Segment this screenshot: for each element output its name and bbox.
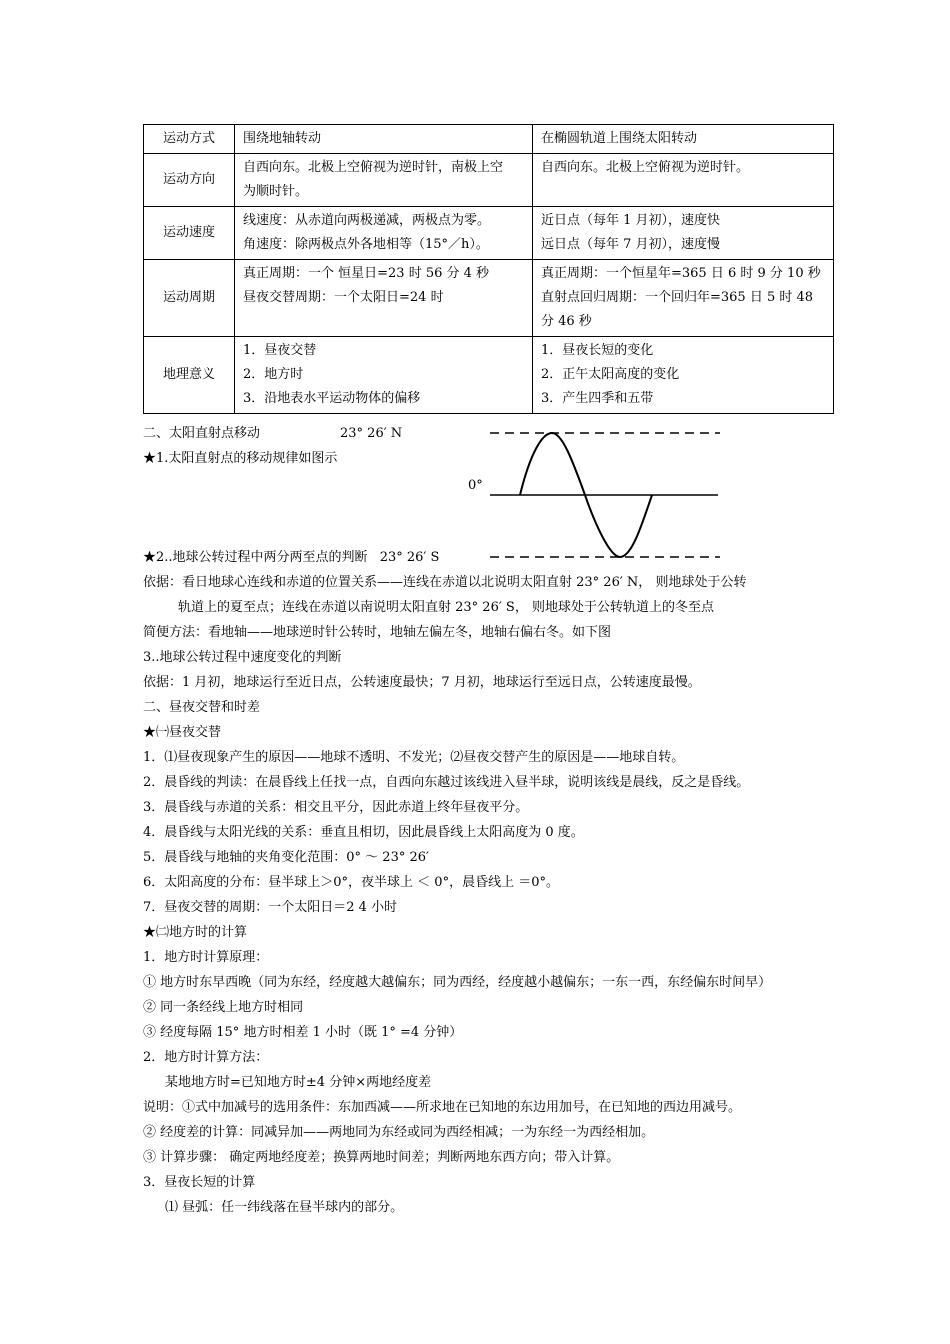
rotation-cell-line: 1．昼夜交替 bbox=[243, 343, 317, 358]
revolution-cell-line: 远日点（每年 7 月初），速度慢 bbox=[541, 237, 721, 252]
south-tropic-label: 23° 26′ S bbox=[379, 550, 440, 565]
rotation-cell-line: 3．沿地表水平运动物体的偏移 bbox=[243, 391, 421, 406]
revolution-cell-line: 2．正午太阳高度的变化 bbox=[541, 367, 680, 382]
daynight-item-6: 6．太阳高度的分布：昼半球上＞0°，夜半球上 ＜ 0°，晨昏线上 ＝0°。 bbox=[143, 875, 559, 890]
rotation-cell-line: 为顺时针。 bbox=[243, 184, 309, 199]
local-time-principle: 1．地方时计算原理： bbox=[143, 950, 269, 965]
subheading-daynight-alternation: ★㈠昼夜交替 bbox=[143, 725, 222, 740]
day-arc-definition: ⑴ 昼弧：任一纬线落在昼半球内的部分。 bbox=[165, 1200, 404, 1215]
revolution-cell-line: 直射点回归周期：一个回归年=365 日 5 时 48 bbox=[541, 290, 814, 305]
subsolar-point-diagram bbox=[460, 424, 730, 564]
table-row-motion-speed bbox=[144, 207, 834, 260]
rotation-cell bbox=[235, 260, 533, 337]
table-row-motion-direction bbox=[144, 154, 834, 207]
rotation-cell bbox=[235, 207, 533, 260]
explanation-item-1: 说明：①式中加减号的选用条件：东加西减——所求地在已知地的东边用加号，在已知地的西边用减号。 bbox=[143, 1100, 742, 1115]
daynight-item-2: 2．晨昏线的判读：在晨昏线上任找一点，自西向东越过该线进入昼半球，说明该线是晨线，反之是昏线。 bbox=[143, 775, 750, 790]
revolution-cell-line: 真正周期：一个恒星年=365 日 6 时 9 分 10 秒 bbox=[541, 266, 821, 281]
local-time-formula: 某地地方时=已知地方时±4 分钟×两地经度差 bbox=[165, 1075, 432, 1090]
daylength-heading: 3．昼夜长短的计算 bbox=[143, 1175, 256, 1190]
principle-item-3: ③ 经度每隔 15° 地方时相差 1 小时（既 1° =4 分钟） bbox=[143, 1025, 463, 1040]
revolution-cell-line: 分 46 秒 bbox=[541, 314, 592, 329]
revolution-cell bbox=[533, 337, 834, 414]
speed-basis-line: 依据：1 月初，地球运行至近日点，公转速度最快；7 月初，地球运行至远日点，公转速度最慢。 bbox=[143, 675, 701, 690]
basis-line-1: 依据：看日地球心连线和赤道的位置关系——连线在赤道以北说明太阳直射 23° 26′ N， 则地球处于公转 bbox=[143, 575, 747, 590]
daynight-item-1: 1．⑴昼夜现象产生的原因——地球不透明、不发光；⑵昼夜交替产生的原因是——地球自转。 bbox=[143, 750, 685, 765]
local-time-method: 2．地方时计算方法： bbox=[143, 1050, 269, 1065]
earth-motion-table-body bbox=[144, 125, 834, 414]
revolution-cell-line: 在椭圆轨道上围绕太阳转动 bbox=[541, 131, 698, 146]
rotation-cell-line: 围绕地轴转动 bbox=[243, 131, 322, 146]
principle-item-2: ② 同一条经线上地方时相同 bbox=[143, 1000, 304, 1015]
revolution-cell-line: 3．产生四季和五带 bbox=[541, 391, 654, 406]
revolution-cell bbox=[533, 154, 834, 207]
star-item-2-text: ★2..地球公转过程中两分两至点的判断 bbox=[143, 550, 368, 565]
rotation-cell-line: 2．地方时 bbox=[243, 367, 304, 382]
star-item-2 bbox=[143, 549, 439, 567]
rotation-cell-line: 真正周期：一个 恒星日=23 时 56 分 4 秒 bbox=[243, 266, 490, 281]
north-tropic-label: 23° 26′ N bbox=[340, 426, 403, 441]
explanation-item-3: ③ 计算步骤： 确定两地经度差；换算两地时间差；判断两地东西方向；带入计算。 bbox=[143, 1150, 620, 1165]
rotation-cell-line: 角速度：除两极点外各地相等（15°／h）。 bbox=[243, 237, 489, 252]
subheading-local-time: ★㈡地方时的计算 bbox=[143, 925, 248, 940]
rotation-cell-line: 线速度：从赤道向两极递减，两极点为零。 bbox=[243, 213, 491, 228]
row-header: 运动方向 bbox=[144, 154, 235, 207]
item-3-heading: 3..地球公转过程中速度变化的判断 bbox=[143, 650, 342, 665]
row-header: 运动方式 bbox=[144, 125, 235, 154]
daynight-item-7: 7．昼夜交替的周期：一个太阳日＝2 4 小时 bbox=[143, 900, 398, 915]
rotation-cell-line: 昼夜交替周期：一个太阳日=24 时 bbox=[243, 290, 444, 305]
daynight-item-5: 5．晨昏线与地轴的夹角变化范围：0° ～ 23° 26′ bbox=[143, 850, 429, 865]
daynight-item-4: 4．晨昏线与太阳光线的关系：垂直且相切，因此晨昏线上太阳高度为 0 度。 bbox=[143, 825, 584, 840]
revolution-cell bbox=[533, 207, 834, 260]
rotation-cell-line: 自西向东。北极上空俯视为逆时针，南极上空 bbox=[243, 160, 504, 175]
explanation-item-2: ② 经度差的计算：同减异加——两地同为东经或同为西经相减；一为东经一为西经相加。 bbox=[143, 1125, 655, 1140]
table-row-motion-mode bbox=[144, 125, 834, 154]
daynight-item-3: 3．晨昏线与赤道的关系：相交且平分，因此赤道上终年昼夜平分。 bbox=[143, 800, 529, 815]
rotation-cell bbox=[235, 154, 533, 207]
earth-motion-table bbox=[143, 124, 834, 414]
rotation-cell bbox=[235, 337, 533, 414]
simple-method-line: 简便方法：看地轴——地球逆时针公转时，地轴左偏左冬，地轴右偏右冬。如下图 bbox=[143, 625, 612, 640]
table-row-motion-period bbox=[144, 260, 834, 337]
revolution-cell bbox=[533, 125, 834, 154]
revolution-cell-line: 1．昼夜长短的变化 bbox=[541, 343, 654, 358]
row-header: 地理意义 bbox=[144, 337, 235, 414]
rotation-cell bbox=[235, 125, 533, 154]
table-row-geographic-significance bbox=[144, 337, 834, 414]
row-header: 运动速度 bbox=[144, 207, 235, 260]
section-heading-subsolar: 二、太阳直射点移动 bbox=[143, 426, 261, 441]
basis-line-2: 轨道上的夏至点；连线在赤道以南说明太阳直射 23° 26′ S， 则地球处于公转轨道上的冬至点 bbox=[178, 600, 714, 615]
equator-label: 0° bbox=[468, 478, 483, 493]
star-item-1: ★1.太阳直射点的移动规律如图示 bbox=[143, 451, 338, 466]
principle-item-1: ① 地方时东早西晚（同为东经，经度越大越偏东；同为西经，经度越小越偏东；一东一西，东经偏东时间早） bbox=[143, 975, 772, 990]
section-heading-daynight: 二、昼夜交替和时差 bbox=[143, 700, 261, 715]
row-header: 运动周期 bbox=[144, 260, 235, 337]
revolution-cell bbox=[533, 260, 834, 337]
revolution-cell-line: 自西向东。北极上空俯视为逆时针。 bbox=[541, 160, 750, 175]
revolution-cell-line: 近日点（每年 1 月初），速度快 bbox=[541, 213, 721, 228]
